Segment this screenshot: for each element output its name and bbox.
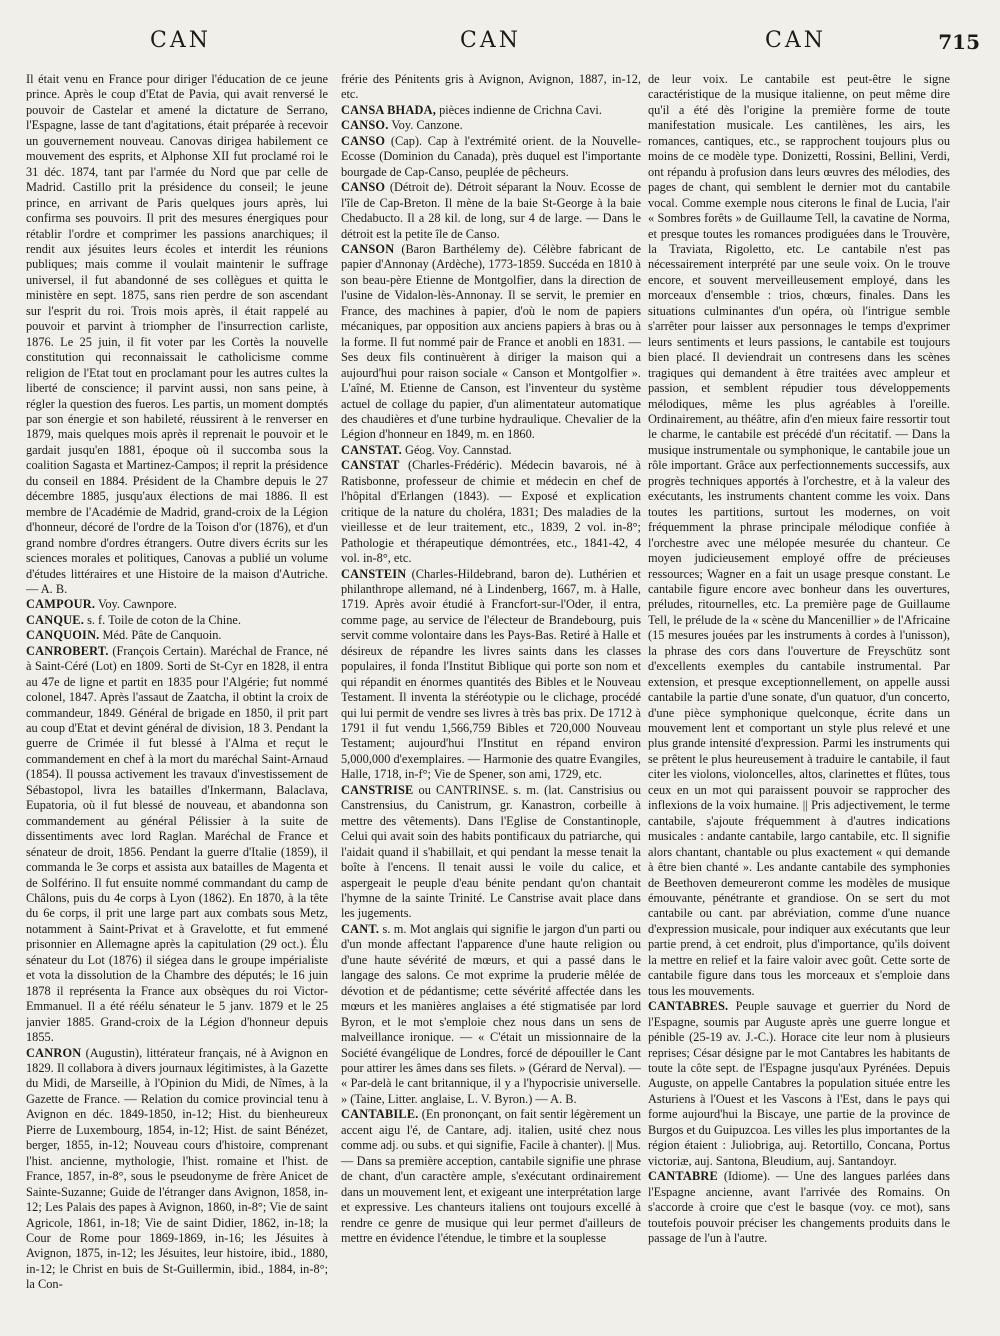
dictionary-entry	[341, 134, 641, 180]
entry-text: s. f. Toile de coton de la Chine.	[83, 612, 241, 627]
entry-headword: CANTABRES.	[648, 999, 729, 1014]
entry-text: Voy. Canzone.	[388, 118, 463, 133]
running-head	[20, 28, 980, 62]
entry-text: Méd. Pâte de Canquoin.	[99, 628, 222, 643]
entry-headword: CANSO	[341, 133, 386, 148]
entry-headword: CANRON	[26, 1045, 82, 1060]
entry-headword: CANSTAT.	[341, 442, 402, 457]
dictionary-entry	[341, 922, 641, 1107]
entry-headword: CANSTEIN	[341, 566, 407, 581]
entry-text: Il était venu en France pour diriger l'éducation de ce jeune prince. Après le coup d'Etat de Pavia, qui avait renversé le pouvoir de Castelar et amené la dictature de Serrano, l'Espagne, lasse de tant d'agitations, était préparée à recevoir un gouvernement nouveau. Canovas dirigea habilement ce mouvement des esprits, et Alphonse XII fut proclamé roi le 31 déc. 1874, tant par l'armée du Nord que par celle de Madrid. Castillo prit la présidence du conseil; le jeune prince, en arrivant de Paris quelques jours après, lui confirma ses pouvoirs. Il prit des mesures énergiques pour rétablir l'ordre et comprimer les passions anarchiques; il rendit aux jésuites leurs écoles et interdit les réunions publiques; mais comme il voulait maintenir le suffrage universel, il fut abandonné de ses collègues et quitta le ministère en sept. 1875, sans rien perdre de son ascendant sur l'esprit du roi. Trois mois après, il était rappelé au pouvoir et parvint à triompher de l'insurrection carliste, 1876. Le 25 juin, il fit voter par les Cortès la nouvelle constitution qui reconnaissait le catholicisme comme religion de l'Etat tout en proclamant pour les autres cultes la liberté de conscience; il parvint aussi, non sans peine, à régler la question des fueros. Les partis, un moment domptés par son énergie et son habileté, réussirent à le renverser en 1879, mais quelques mois après il reprenait le pouvoir et le gardait jusqu'en 1881, époque où il succomba sous la coalition Sagasta et Martinez-Campos; il reprit la présidence du conseil en 1884. Président de la Chambre depuis le 27 décembre 1885, jusqu'aux élections de mai 1886. Il est membre de l'Académie de Madrid, grand-croix de la Légion d'honneur, décoré de l'ordre de la Toison d'or (1876), et d'un grand nombre d'ordres étrangers. Outre divers écrits sur les sciences morales et politiques, Canovas a publié un volume d'études littéraires et une Histoire de la maison d'Autriche. — A. B.	[26, 72, 328, 596]
entry-headword: CANQUOIN.	[26, 628, 100, 643]
running-head-left: CAN	[150, 28, 211, 53]
entry-text: Peuple sauvage et guerrier du Nord de l'Espagne, soumis par Auguste après une guerre longue et pénible (25-19 av. J.-C.). Horace cite leur nom à plusieurs reprises; César désigne par le mot Cantabres les habitants de toute la côte sept. de l'Espagne jusqu'aux Pyrénées. Depuis Auguste, on appelle Cantabres la population située entre les Asturiens à l'Ouest et les Vascons à l'Est, dans le pays qui forme aujourd'hui la Biscaye, une partie de la province de Burgos et du Guipuzcoa. Les villes les plus importantes de la région étaient : Juliobriga, auj. Retortillo, Concana, Portus victoriæ, auj. Santona, Bleudium, auj. Santandoyr.	[648, 999, 950, 1168]
text-column-middle	[341, 72, 641, 1330]
entry-headword: CANT.	[341, 921, 380, 936]
entry-headword: CANSO	[341, 180, 386, 195]
dictionary-entry	[341, 443, 641, 458]
dictionary-entry	[341, 180, 641, 242]
entry-text: (François Certain). Maréchal de France, né à Saint-Céré (Lot) en 1809. Sorti de St-Cyr en 1828, il entra au 47e de ligne et partit en 1835 pour l'Algérie; fut nommé colonel, 1847. Après l'assaut de Zaatcha, il obtint la croix de commandeur, 1849. Général de brigade en 1850, il prit part au coup d'Etat et devint général de division, 18 3. Pendant la guerre de Crimée il fut blessé à l'Alma et reçut le commandement en chef à la mort du maréchal Saint-Arnaud (1854). Il poussa activement les travaux d'investissement de Sébastopol, livra les batailles d'Inkermann, Balaclava, Eupatoria, où il fut blessé de nouveau, et abandonna son commandement au général Pélissier à la suite de dissentiments avec lord Raglan. Maréchal de France et sénateur de droit, 1856. Pendant la guerre d'Italie (1859), il commanda le 3e corps et assista aux batailles de Magenta et de Solférino. Il fut ensuite nommé commandant du camp de Châlons, puis du 4e corps à Lyon (1862). En 1870, à la tête du 6e corps, il prit une large part aux combats sous Metz, notamment à Saint-Privat et à Gravelotte, et fut emmené prisonnier en Allemagne après la capitulation (29 oct.). Élu sénateur du Lot (1876) il siégea dans le groupe impérialiste et vota la dissolution de la Chambre des députés; le 16 juin 1878 il représenta la France aux obsèques du roi Victor-Emmanuel. Il a été réélu sénateur le 5 janv. 1879 et le 25 janvier 1885. Grand-croix de la Légion d'honneur depuis 1855.	[26, 643, 328, 1045]
running-head-center: CAN	[460, 28, 521, 53]
entry-headword: CANSTAT	[341, 458, 400, 473]
entry-text: (Augustin), littérateur français, né à Avignon en 1829. Il collabora à divers journaux légitimistes, à la Gazette du Midi, de Marseille, à l'Opinion du Midi, de Nîmes, à la Gazette de France. — Relation du comice provincial tenu à Avignon en déc. 1849-1850, in-12; Hist. du bienheureux Pierre de Luxembourg, 1854, in-12; Hist. de saint Bénézet, berger, 1855, in-12; Nouveau cours d'histoire, comprenant l'hist. ancienne, mythologie, l'hist. romaine et l'hist. de France, 1857, in-8°, sous le pseudonyme de frère Anicet de Sainte-Suzanne; Guide de l'étranger dans Avignon, 1858, in-12; Les Palais des papes à Avignon, 1860, in-8°; Vie de saint Agricole, 1861, in-18; Vie de saint Didier, 1862, in-18; la Cour de Rome pour 1869-1869, in-16; les Jésuites à Avignon, 1875, in-12; les Jésuites, leur histoire, ibid., 1880, in-12; le Christ en buis de St-Guillermin, ibid., 1884, in-8°; la Con-	[26, 1045, 328, 1292]
dictionary-entry	[341, 72, 641, 103]
entry-text: frérie des Pénitents gris à Avignon, Avignon, 1887, in-12, etc.	[341, 72, 641, 102]
dictionary-entry	[26, 628, 328, 643]
entry-text: Géog. Voy. Cannstad.	[401, 442, 512, 457]
dictionary-entry	[648, 1169, 950, 1246]
entry-text: (Cap). Cap à l'extrémité orient. de la Nouvelle-Ecosse (Dominion du Canada), près duquel est l'importante bourgade de Cap-Canso, peuplée de pêcheurs.	[341, 133, 641, 179]
entry-headword: CANQUE.	[26, 612, 84, 627]
dictionary-entry	[648, 999, 950, 1169]
dictionary-entry	[341, 567, 641, 783]
dictionary-entry	[26, 72, 328, 597]
dictionary-entry	[341, 242, 641, 443]
entry-text: (Charles-Frédéric). Médecin bavarois, né à Ratisbonne, professeur de chimie et médecin en chef de l'hôpital d'Erlangen (1843). — Exposé et explication critique de la nature du choléra, 1831; Des maladies de la vieillesse et de leur traitement, etc., 1839, 2 vol. in-8°; Pathologie et thérapeutique démontrées, etc., 1841-42, 4 vol. in-8°, etc.	[341, 458, 641, 566]
entry-headword: CANSTRISE	[341, 782, 414, 797]
entry-headword: CANTABRE	[648, 1169, 718, 1184]
dictionary-entry	[341, 783, 641, 922]
dictionary-entry	[26, 1046, 328, 1293]
page-number: 715	[938, 30, 980, 54]
entry-text: Voy. Cawnpore.	[95, 597, 177, 612]
entry-text: (Charles-Hildebrand, baron de). Luthérien et philanthrope allemand, né à Lindenberg, 1667, m. à Halle, 1719. Après avoir étudié à Francfort-sur-l'Oder, il entra, comme page, au service de l'électeur de Brandebourg, puis servit comme volontaire dans les Pays-Bas. Retiré à Halle et désireux de répandre les livres saints dans les classes populaires, il fonda l'Institut Biblique qui porte son nom et qui répandit en énormes quantités des Bibles et le Nouveau Testament. Il inventa la stéréotypie ou le clichage, procédé qui lui permit de vendre ses livres à très bas prix. De 1712 à 1791 il fut vendu 1,566,759 Bibles et 720,000 Nouveau Testament; aujourd'hui l'Institut en répand environ 5,000,000 d'exemplaires. — Harmonie des quatre Evangiles, Halle, 1718, in-f°; Vie de Spener, son ami, 1729, etc.	[341, 566, 641, 782]
entry-headword: CAMPOUR.	[26, 597, 96, 612]
dictionary-entry	[341, 103, 641, 118]
entry-text: de leur voix. Le cantabile est peut-être le signe caractéristique de la musique italienne, on peut même dire qu'il a été dès l'origine la première forme de toute manifestation musicale. Les cantilènes, les airs, les romances, cantiques, etc., se rapprochent toujours plus ou moins de ce modèle type. Donizetti, Rossini, Bellini, Verdi, ont répandu à profusion dans leurs œuvres des mélodies, des pages de chant, qui semblent le dernier mot du cantabile vocal. Comme exemple nous citerons le final de Lucia, l'air « Sombres forêts » de Guillaume Tell, la cavatine de Norma, et presque toutes les romances prodiguées dans le Trouvère, la Traviata, Rigoletto, etc. Le cantabile n'est pas nécessairement interprété par une seule voix. On le trouve encore, et souvent merveilleusement employé, dans les morceaux d'ensemble : trios, chœurs, finales. Dans les situations culminantes d'un opéra, où l'intrigue semble s'arrêter pour laisser aux personnages le temps d'exprimer leurs sentiments et leurs passions, le cantabile est toujours bien placé. Il deviendrait un contresens dans les scènes tragiques qui demandent à être traitées avec ampleur et passion, et semblent répudier tous développements mélodiques, même les plus agréables à l'oreille. Ordinairement, au théâtre, afin d'en mieux faire ressortir tout le charme, le cantabile est précédé d'un récitatif. — Dans la musique instrumentale ou symphonique, le cantabile joue un rôle important. Grâce aux perfectionnements successifs, aux progrès techniques apportés à l'orchestre, et à la valeur des exécutants, les instruments chantent comme les voix. Dans toutes les partitions, surtout les modernes, on voit fréquemment la phrase principale mélodique confiée à l'orchestre avec une mélopée mesurée du chanteur. Ce moyen judicieusement employé offre de précieuses ressources; Wagner en a fait un usage presque constant. Le cantabile figure encore avec bonheur dans les ouvertures, préludes, ritournelles, etc. La première page de Guillaume Tell, le prélude de la « scène du Mancenillier » de l'Africaine (15 mesures jouées par les instruments à cordes à l'unisson), la phrase des cors dans l'ouverture de Freyschütz sont d'excellents exemples du cantabile instrumental. Par extension, et presque exceptionnellement, on appelle aussi cantabile la partie d'une sonate, d'un quatuor, d'un concerto, d'une pièce symphonique quelconque, écrite dans un mouvement lent et comportant un style plus relevé et une plus grande intensité d'expression. Parmi les instruments qui se prêtent le plus heureusement à traduire le cantabile, il faut citer les violons, violoncelles, altos, clarinettes et flûtes, tous ceux en un mot qui paraissent pouvoir se rapprocher des inflexions de la voix humaine. || Pris adjectivement, le terme cantabile, s'ajoute fréquemment à d'autres indications musicales : andante cantabile, largo cantabile, etc. Il signifie alors chantant, chantable ou plus exactement « qui demande à être bien chanté ». Les andante cantabile des symphonies de Beethoven demeureront comme les modèles de musique émouvante, pénétrante et grandiose. On se sert du mot cantabile ou cant. par abréviation, comme d'une nuance d'expression musicale, pour indiquer aux exécutants que leur partie prend, à cet endroit, plus d'importance, qu'ils doivent la mettre en relief et la faire valoir avec goût. Cette sorte de cantabile figure dans tous les morceaux et s'emploie dans tous les mouvements.	[648, 72, 950, 998]
entry-headword: CANTABILE.	[341, 1107, 419, 1122]
dictionary-entry	[26, 644, 328, 1046]
entry-text: (Idiome). — Une des langues parlées dans l'Espagne ancienne, avant l'arrivée des Romains. On s'accorde à croire que c'est le basque (voy. ce mot), sans toutefois pouvoir préciser les changements produits dans le passage de l'un à l'autre.	[648, 1169, 950, 1245]
dictionary-entry	[26, 597, 328, 612]
entry-headword: CANSO.	[341, 118, 389, 133]
dictionary-entry	[341, 118, 641, 133]
entry-text: (Baron Barthélemy de). Célèbre fabricant de papier d'Annonay (Ardèche), 1773-1859. Succéda en 1810 à son beau-père Etienne de Montgolfier, dans la direction de l'usine de Vidalon-lès-Annonay. Il se servit, le premier en France, des machines à papier, d'où le nom de papiers mécaniques, par opposition aux anciens papiers à bras ou à la forme. Il fut nommé pair de France et anobli en 1831. — Ses deux fils continuèrent à diriger la maison qui a aujourd'hui pour raison sociale « Canson et Montgolfier ». L'aîné, M. Etienne de Canson, est l'inventeur du système actuel de collage du papier, d'un alimentateur automatique des chaudières et d'une turbine hydraulique. Chevalier de la Légion d'honneur en 1849, m. en 1860.	[341, 241, 641, 442]
entry-text: ou CANTRINSE. s. m. (lat. Canstrisius ou Canstrensius, du Canistrum, gr. Kanastron, corbeille à mettre des vêtements). Dans l'Eglise de Constantinople, Celui qui avait soin des habits pontificaux du patriarche, qui l'aidait quand il s'habillait, et qui pendant la messe tenait la boîte à l'encens. Il tenait aussi le voile du calice, et aspergeait le peuple d'eau bénite pendant qu'on chantait l'hymne de la sainte Trinité. Le Canstrise avait place dans les jugements.	[341, 782, 641, 921]
running-head-right: CAN	[765, 28, 826, 53]
entry-text: s. m. Mot anglais qui signifie le jargon d'un parti ou d'un monde affectant l'apparence d'une haute religion ou d'une haute sévérité de mœurs, et qui a passé dans le langage des salons. Ce mot exprime la pruderie mêlée de dévotion et de pédantisme; cette sévérité affectée dans les mœurs et les manières anglaises a été stigmatisée par lord Byron, et le mot s'emploie chez nous dans un sens de malveillance ironique. — « C'était un missionnaire de la Société évangélique de Londres, forcé de dépouiller le Cant pour attirer les âmes dans ses filets. » (Gérard de Nerval). — « Par-delà le cant britannique, il y a l'hypocrisie universelle. » (Taine, Litter. anglaise, L. V. Byron.) — A. B.	[341, 921, 641, 1106]
dictionary-entry	[648, 72, 950, 999]
entry-text: (En prononçant, on fait sentir légèrement un accent aigu l'é, de Cantare, adj. italien, usité chez nous comme adj. ou subs. et qui signifie, Facile à chanter). || Mus. — Dans sa première acception, cantabile signifie une phrase de chant, d'un caractère ample, s'exécutant ordinairement dans un mouvement lent, et exigeant une interprétation large et expressive. Les chanteurs italiens ont toujours excellé à rendre ce genre de musique qui leur permet d'ailleurs de mettre en évidence l'étendue, le timbre et la souplesse	[341, 1107, 641, 1245]
entry-headword: CANROBERT.	[26, 643, 109, 658]
dictionary-entry	[26, 613, 328, 628]
entry-text: (Détroit de). Détroit séparant la Nouv. Ecosse de l'île de Cap-Breton. Il mène de la baie St-George à la baie Chedabucto. Il a 28 kil. de long, sur 4 de large. — Dans le détroit est la petite île de Canso.	[341, 180, 641, 241]
dictionary-entry	[341, 1107, 641, 1246]
entry-text: pièces indienne de Crichna Cavi.	[436, 102, 602, 117]
dictionary-entry	[341, 458, 641, 566]
entry-headword: CANSON	[341, 241, 395, 256]
entry-headword: CANSA BHADA,	[341, 102, 436, 117]
text-column-right	[648, 72, 950, 1330]
text-column-left	[26, 72, 328, 1330]
